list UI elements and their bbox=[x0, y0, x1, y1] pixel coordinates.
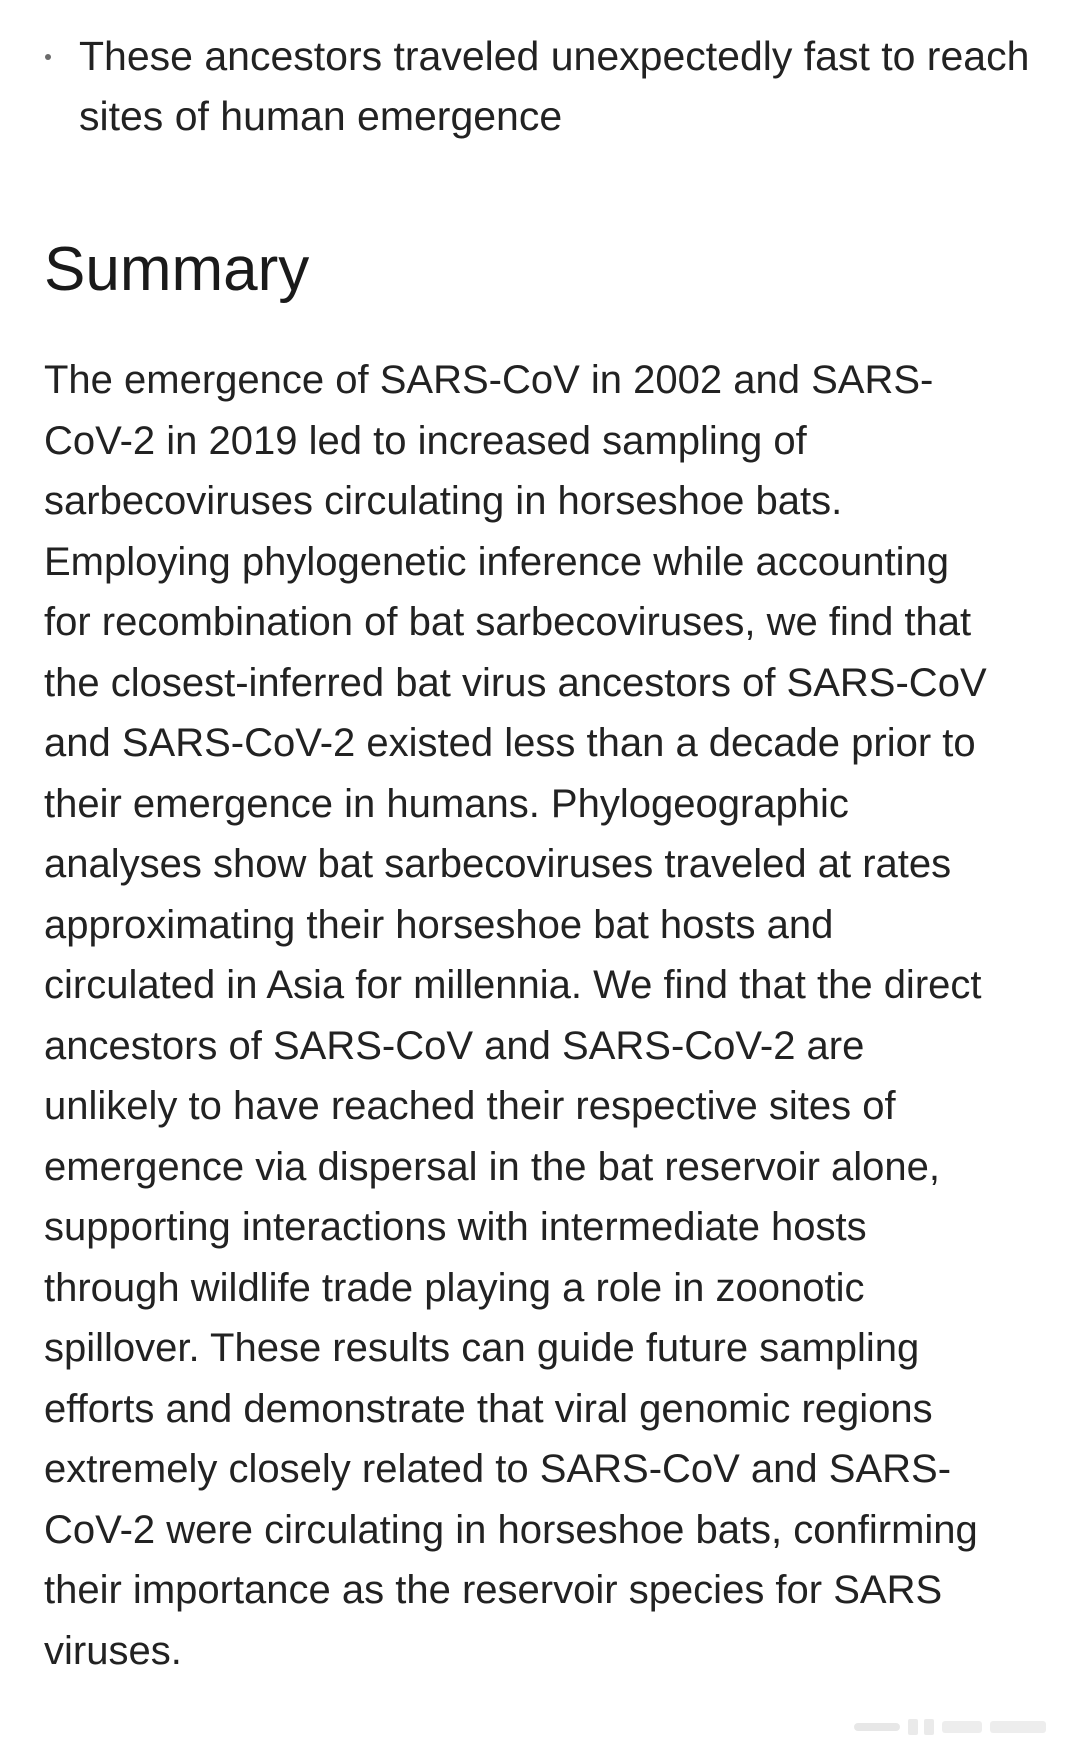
summary-line: supporting interactions with intermediate hosts bbox=[44, 1205, 867, 1249]
bullet-icon bbox=[45, 54, 51, 60]
summary-line: spillover. These results can guide future sampling bbox=[44, 1326, 920, 1370]
summary-line: ancestors of SARS-CoV and SARS-CoV-2 are bbox=[44, 1023, 865, 1068]
summary-line: efforts and demonstrate that viral genomic regions bbox=[44, 1386, 933, 1431]
summary-line: circulated in Asia for millennia. We find that the direct bbox=[44, 963, 982, 1007]
summary-line: viruses. bbox=[44, 1628, 182, 1673]
watermark-icon bbox=[852, 1713, 1052, 1741]
summary-heading: Summary bbox=[44, 235, 310, 304]
summary-line: extremely closely related to SARS-CoV and SARS- bbox=[44, 1447, 952, 1491]
summary-line: The emergence of SARS-CoV in 2002 and SARS- bbox=[44, 358, 934, 402]
summary-line: CoV-2 were circulating in horseshoe bats, confirming bbox=[44, 1507, 978, 1552]
summary-line: CoV-2 in 2019 led to increased sampling of bbox=[44, 418, 807, 463]
summary-line: through wildlife trade playing a role in zoonotic bbox=[44, 1265, 865, 1310]
summary-line: their emergence in humans. Phylogeographic bbox=[44, 781, 849, 826]
summary-line: and SARS-CoV-2 existed less than a decade prior to bbox=[44, 721, 976, 765]
summary-line: the closest-inferred bat virus ancestors of SARS-CoV bbox=[44, 660, 987, 705]
summary-line: sarbecoviruses circulating in horseshoe bats. bbox=[44, 479, 843, 523]
summary-line: analyses show bat sarbecoviruses traveled at rates bbox=[44, 842, 952, 886]
summary-line: approximating their horseshoe bat hosts and bbox=[44, 902, 834, 947]
summary-line: for recombination of bat sarbecoviruses, we find that bbox=[44, 600, 972, 644]
summary-paragraph bbox=[44, 350, 1044, 1681]
summary-line: their importance as the reservoir species for SARS bbox=[44, 1568, 943, 1612]
highlight-list-item bbox=[45, 26, 1045, 146]
summary-line: Employing phylogenetic inference while accounting bbox=[44, 539, 949, 584]
highlight-text: These ancestors traveled unexpectedly fast to reach sites of human emergence bbox=[79, 33, 1030, 139]
summary-line: emergence via dispersal in the bat reservoir alone, bbox=[44, 1144, 941, 1189]
summary-line: unlikely to have reached their respective sites of bbox=[44, 1084, 896, 1128]
